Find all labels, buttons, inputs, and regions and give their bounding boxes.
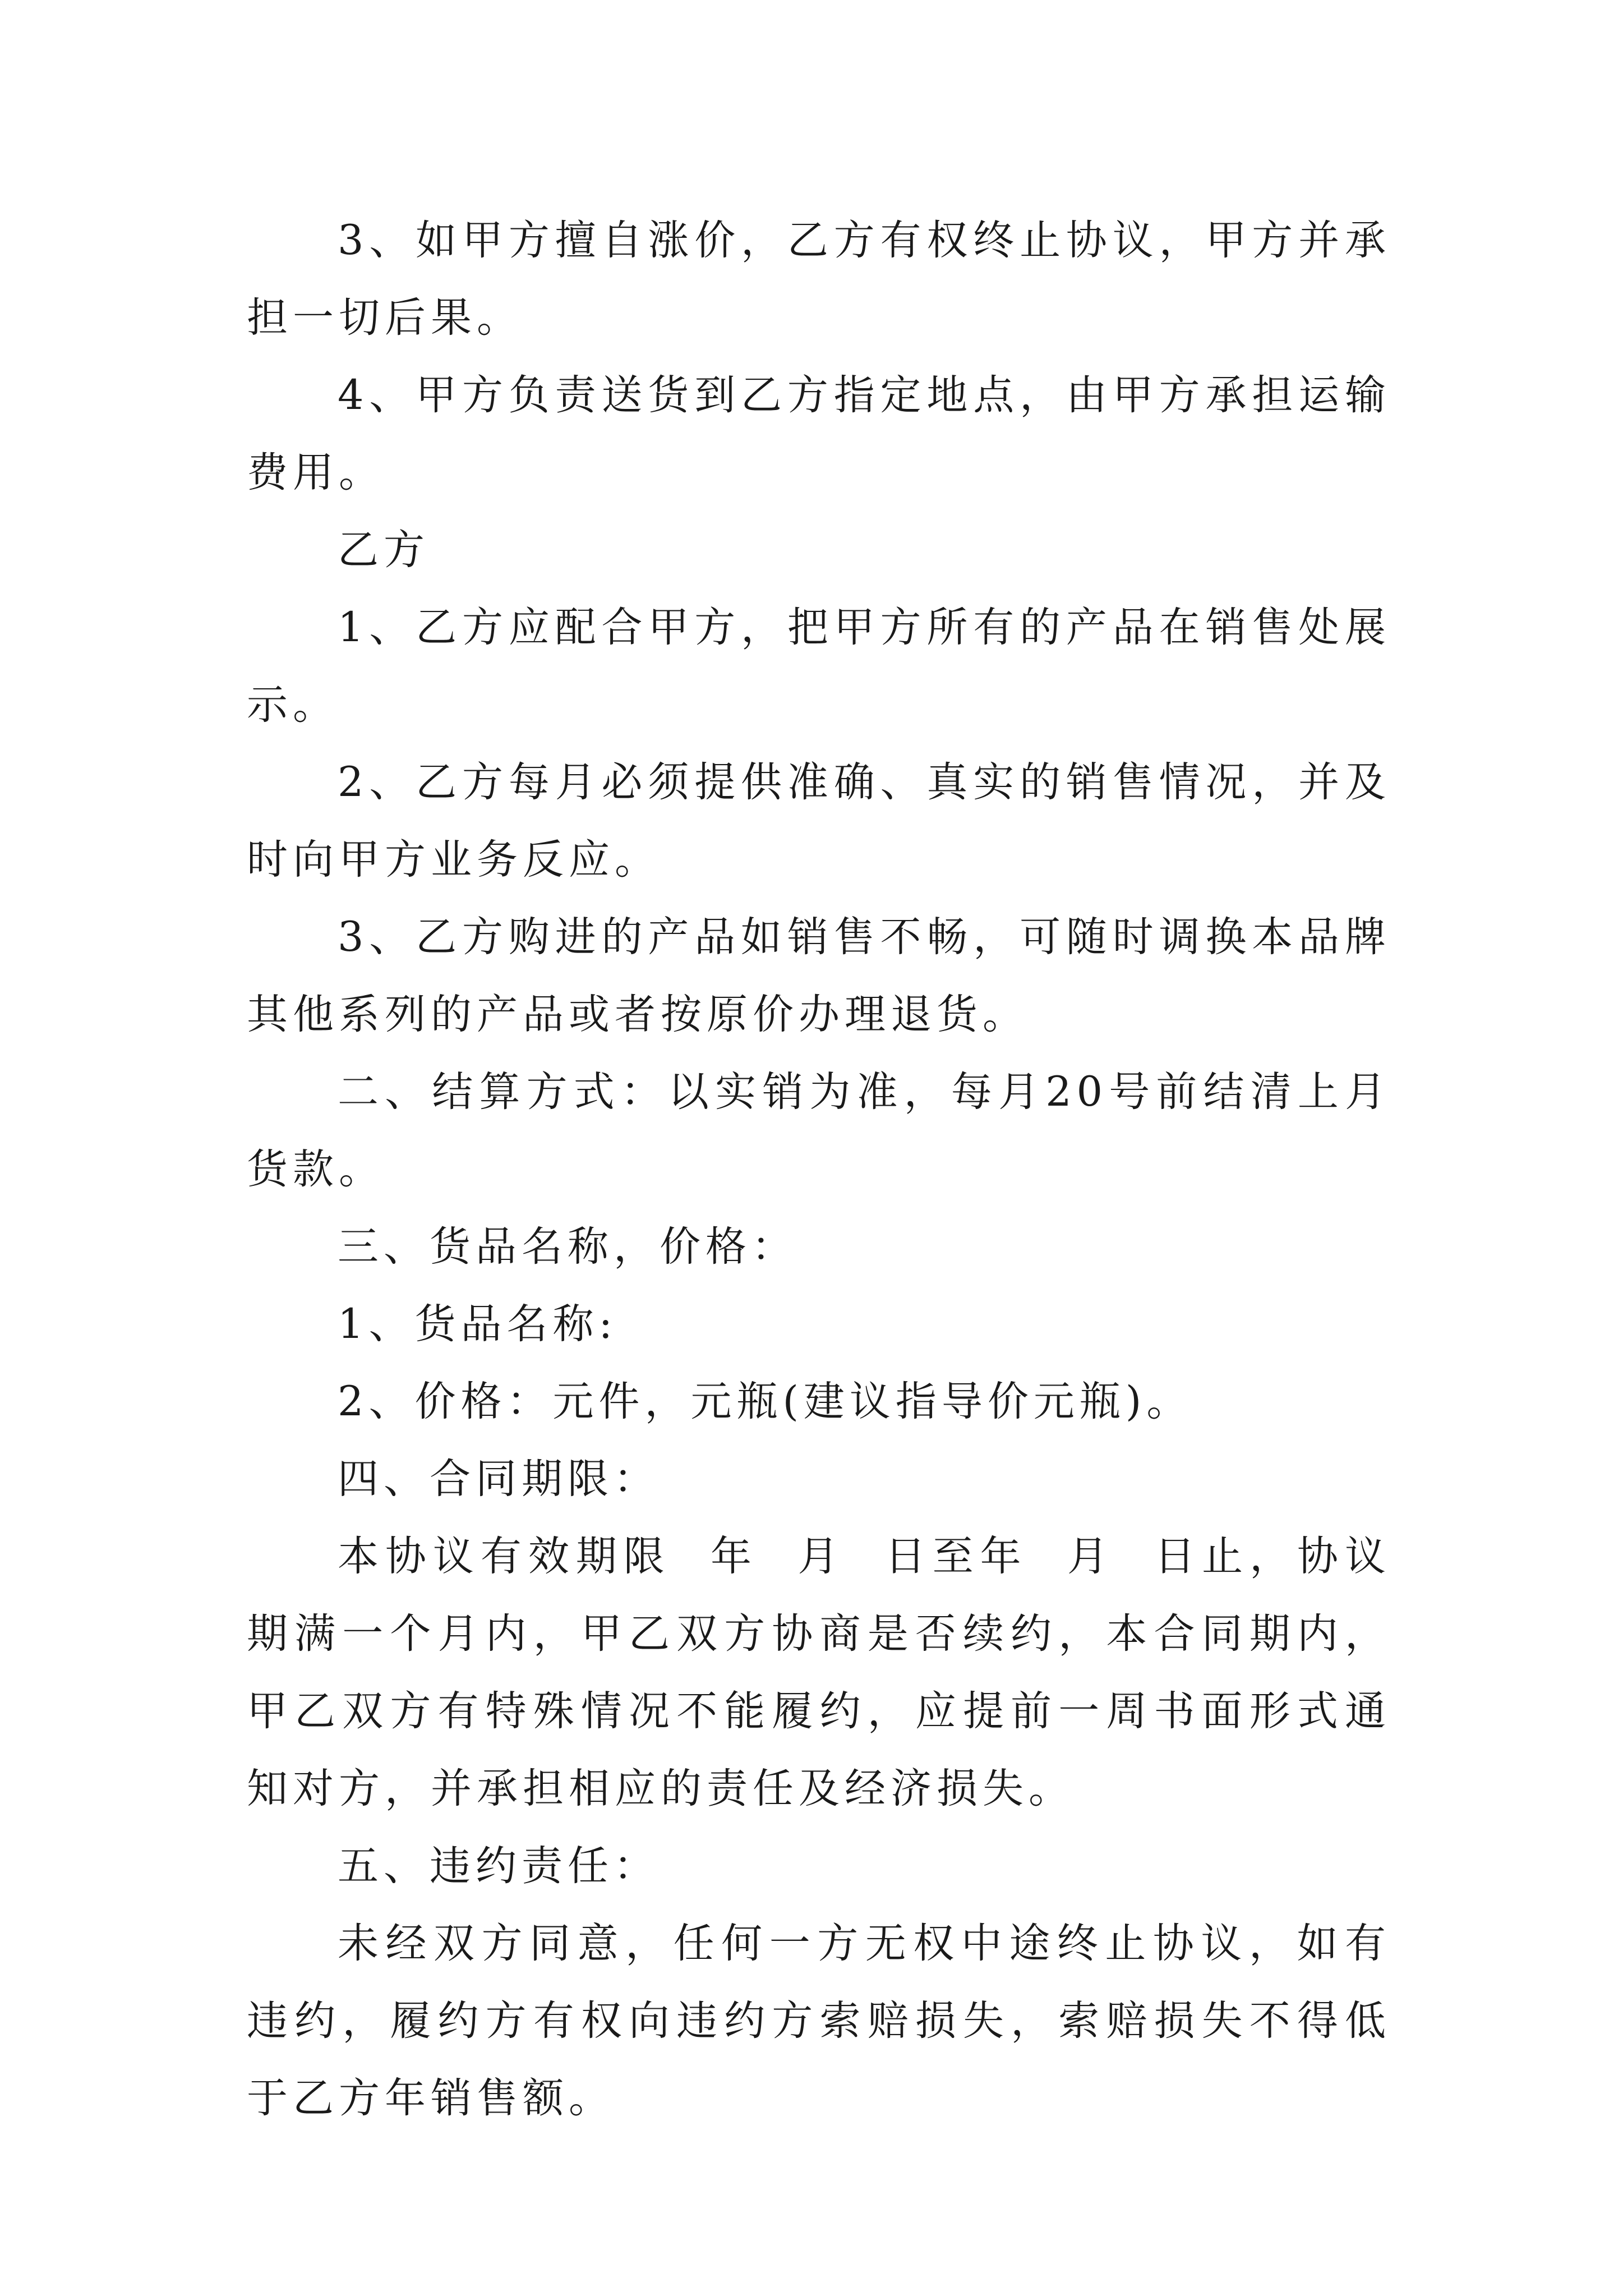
section-term-heading: 四、合同期限： (338, 1455, 660, 1503)
goods-price-item: 2、价格：元件，元瓶(建议指导价元瓶)。 (338, 1378, 1193, 1425)
paragraph-party-a-item-4: 4、甲方负责送货到乙方指定地点，由甲方承担运输费用。 (247, 371, 1391, 496)
goods-name-item: 1、货品名称: (338, 1300, 618, 1348)
paragraph-party-b-item-2: 2、乙方每月必须提供准确、真实的销售情况，并及时向甲方业务反应。 (247, 758, 1391, 884)
paragraph-party-a-item-3: 3、如甲方擅自涨价，乙方有权终止协议，甲方并承担一切后果。 (247, 217, 1391, 342)
section-breach-heading: 五、违约责任： (338, 1842, 660, 1890)
section-settlement: 二、结算方式：以实销为准，每月20号前结清上月货款。 (247, 1068, 1391, 1193)
document-body (247, 202, 1391, 2137)
paragraph-party-b-item-1: 1、乙方应配合甲方，把甲方所有的产品在销售处展示。 (247, 604, 1391, 729)
breach-paragraph: 未经双方同意，任何一方无权中途终止协议，如有违约，履约方有权向违约方索赔损失，索赔损失不得低于乙方年销售额。 (247, 1920, 1391, 2122)
paragraph-party-b-item-3: 3、乙方购进的产品如销售不畅，可随时调换本品牌其他系列的产品或者按原价办理退货。 (247, 913, 1391, 1038)
section-goods-heading: 三、货品名称，价格： (338, 1223, 797, 1271)
term-paragraph: 本协议有效期限 年 月 日至年 月 日止，协议期满一个月内，甲乙双方协商是否续约，本合同期内，甲乙双方有特殊情况不能履约，应提前一周书面形式通知对方，并承担相应的责任及经济损失。 (247, 1533, 1391, 1812)
heading-party-b: 乙方 (338, 526, 430, 574)
